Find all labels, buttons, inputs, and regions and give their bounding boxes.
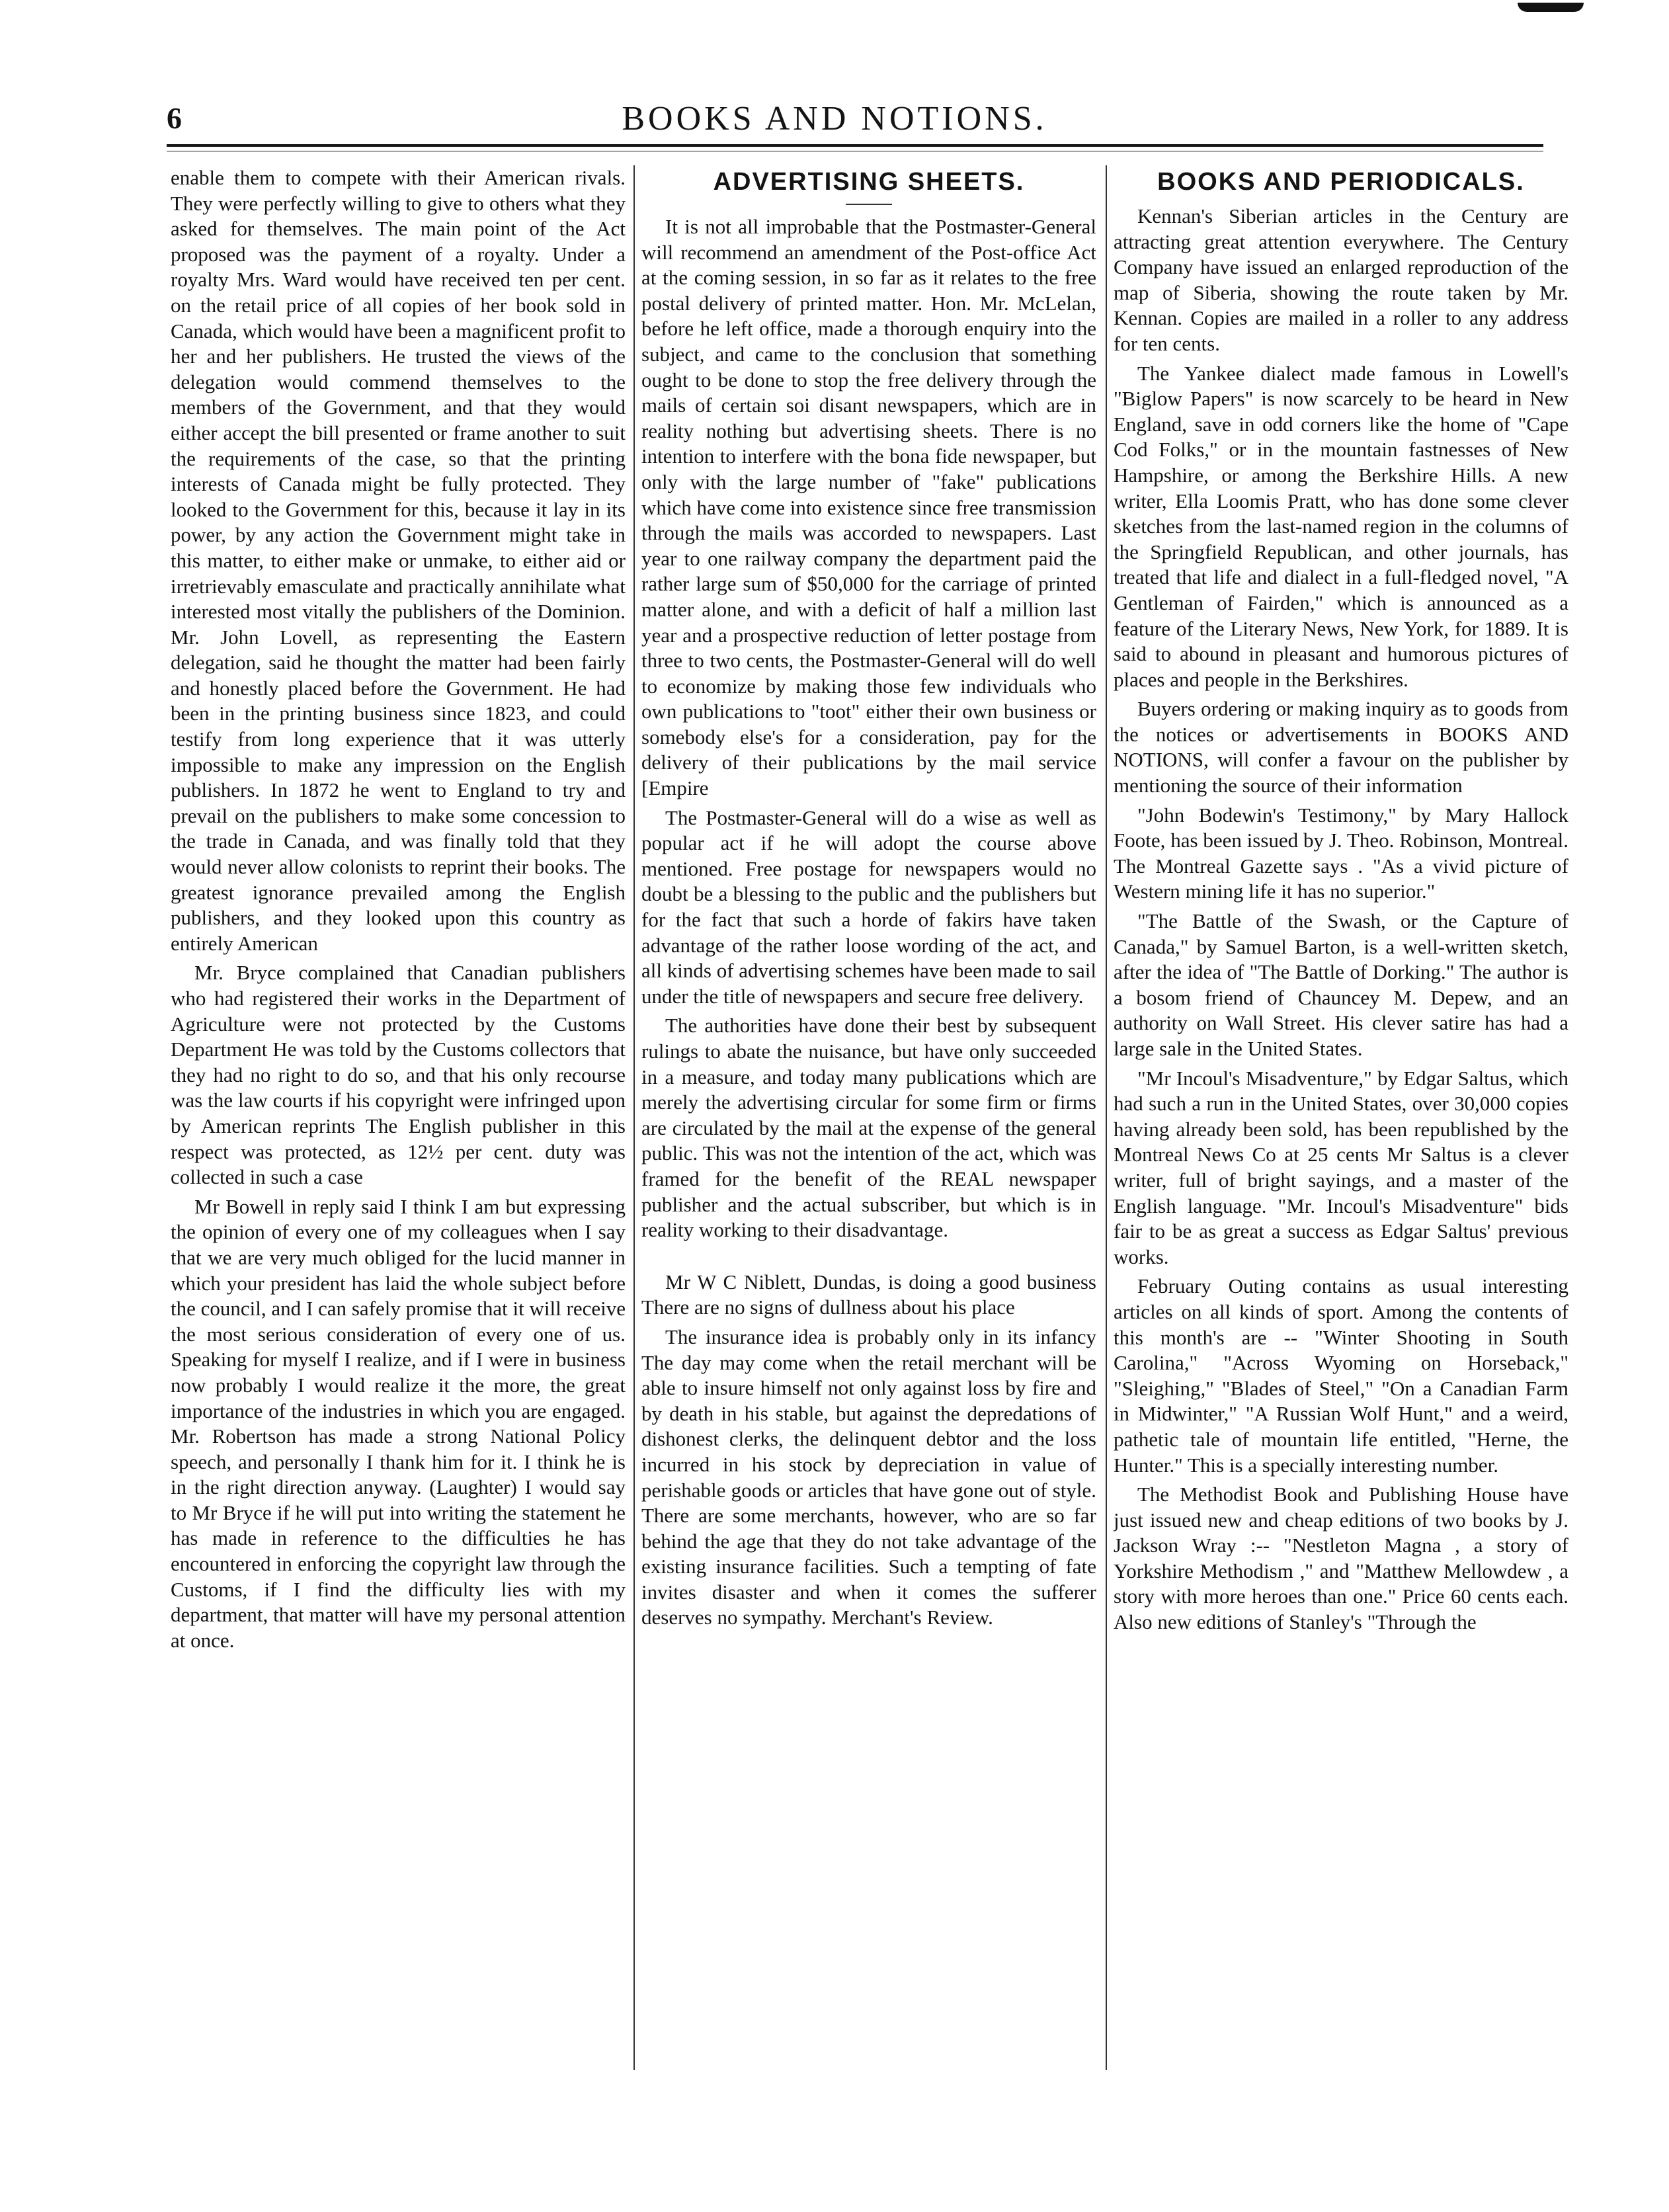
article-paragraph: The Postmaster-General will do a wise as well as popular act if he will adopt the course above mentioned. Free postage for newspapers would no doubt be a blessing to the public and the publishers but for the fact that such a horde of fakirs have taken advantage of the rather loose wording of the act, and all kinds of advertising schemes have been made to sail under the title of newspapers and secure free delivery. [641,805,1096,1008]
article-paragraph: Buyers ordering or making inquiry as to goods from the notices or advertisements in BOOKS AND NOTIONS, will confer a favour on the publisher by mentioning the source of their information [1114,697,1568,798]
article-paragraph: "John Bodewin's Testimony," by Mary Hallock Foote, has been issued by J. Theo. Robinson, Montreal. The Montreal Gazette says . "As a vivid picture of Western mining life it has no superior." [1114,803,1568,903]
heading-rule [846,204,892,205]
column-divider-left [633,165,635,2070]
article-paragraph: The insurance idea is probably only in its infancy The day may come when the retail merchant will be able to insure himself not only against loss by fire and by death in his stable, but against the depredations of dishonest clerks, the delinquent debtor and the loss incurred in his stock by depreciation in value of perishable goods or articles that have gone out of style. There are some merchants, however, who are so far behind the age that they do not take advantage of the existing insurance facilities. Such a tempting of fate invites disaster and when it comes the sufferer deserves no sympathy. Merchant's Review. [641,1325,1096,1629]
scan-corner-mark [1518,3,1584,12]
section-heading-advertising-sheets: ADVERTISING SHEETS. [713,168,1025,196]
article-paragraph: February Outing contains as usual interesting articles on all kinds of sport. Among the contents of this month's are -- "Winter Shooting in South Carolina," "Across Wyoming on Horseback," "Sleighing," "Blades of Steel," "On a Canadian Farm in Midwinter," "A Russian Wolf Hunt," and a weird, pathetic tale of mountain life entitled, "Herne, the Hunter." This is a specially interesting number. [1114,1274,1568,1477]
article-paragraph: enable them to compete with their American rivals. They were perfectly willing to give to others what they asked for themselves. The main point of the Act proposed was the payment of a royalty. Under a royalty Mrs. Ward would have received ten per cent. on the retail price of all copies of her book sold in Canada, which would have been a magnificent profit to her and her publishers. He trusted the views of the delegation would commend themselves to the members of the Government, and that they would either accept the bill presented or frame another to suit the requirements of the case, so that the printing interests of Canada might be fully protected. They looked to the Government for this, because it lay in its power, by any action the Government might take in this matter, to either make or unmake, to either aid or irretrievably emasculate and practically annihilate what interested most vitally the publishers of the Dominion. Mr. John Lovell, as representing the Eastern delegation, said he thought the matter had been fairly and honestly placed before the Government. He had been in the printing business since 1823, and could testify from long experience that it was utterly impossible to make any impression on the English publishers. In 1872 he went to England to try and prevail on the publishers to make some concession to the trade in Canada, and was finally told that they would never allow colonists to reprint their books. The greatest ignorance prevailed among the English publishers, and they looked upon this country as entirely American [171,166,626,955]
article-paragraph: Mr Bowell in reply said I think I am but expressing the opinion of every one of my colleagues when I say that we are very much obliged for the lucid manner in which your president has laid the whole subject before the council, and I can safely promise that it will receive the most serious consideration of every one of us. Speaking for myself I realize, and if I were in business now probably I would realize it the more, the great importance of the industries in which you are engaged. Mr. Robertson has made a strong National Policy speech, and personally I thank him for it. I think he is in the right direction anyway. (Laughter) I would say to Mr Bryce if he will put into writing the statement he has made in reference to the difficulties he has encountered in enforcing the copyright law through the Customs, if I find the difficulty lies with my department, that matter will have my personal attention at once. [171,1194,626,1652]
page-number: 6 [167,101,182,135]
article-paragraph: It is not all improbable that the Postmaster-General will recommend an amendment of the Post-office Act at the coming session, in so far as it relates to the free postal delivery of printed matter. Hon. Mr. McLelan, before he left office, made a thorough enquiry into the subject, and came to the conclusion that something ought to be done to stop the free delivery through the mails of certain soi disant newspapers, which are in reality nothing but advertising sheets. There is no intention to interfere with the bona fide newspaper, but only with the large number of "fake" publications which have come into existence since free transmission through the mails was accorded to newspapers. Last year to one railway company the department paid the rather large sum of $50,000 for the carriage of printed matter alone, and with a deficit of half a million last year and a prospective reduction of letter postage from three to two cents, the Postmaster-General will do well to economize by making those few individuals who own publications to "toot" either their own business or somebody else's for a consideration, pay for the delivery of their publications by the mail service [Empire [641,215,1096,800]
article-paragraph: Mr. Bryce complained that Canadian publishers who had registered their works in the Department of Agriculture were not protected by the Customs Department He was told by the Customs collectors that they had no right to do so, and that his only recourse was the law courts if his copyright were infringed upon by American reprints The English publisher in this respect was protected, as 12½ per cent. duty was collected in such a case [171,961,626,1189]
article-paragraph: The Yankee dialect made famous in Lowell's "Biglow Papers" is now scarcely to be heard in New England, save in odd corners like the home of "Cape Cod Folks," or in the mountain fastnesses of New Hampshire, or among the Berkshire Hills. A new writer, Ella Loomis Pratt, who has done some clever sketches from the last-named region in the columns of the Springfield Republican, and other journals, has treated that life and dialect in a full-fledged novel, "A Gentleman of Fairden," which is announced as a feature of the Literary News, New York, for 1889. It is said to abound in pleasant and humorous pictures of places and people in the Berkshires. [1114,361,1568,691]
article-paragraph: "The Battle of the Swash, or the Capture of Canada," by Samuel Barton, is a well-written sketch, after the idea of "The Battle of Dorking." The author is a bosom friend of Chauncey M. Depew, and an authority on Wall Street. His clever satire has had a large sale in the United States. [1114,909,1568,1060]
column-left [171,165,626,2053]
article-paragraph: "Mr Incoul's Misadventure," by Edgar Saltus, which had such a run in the United States, over 30,000 copies having already been sold, has been republished by the Montreal News Co at 25 cents Mr Saltus is a clever writer, full of bright sayings, and a master of the English language. "Mr. Incoul's Misadventure" bids fair to be as great a success as Edgar Saltus' previous works. [1114,1066,1568,1268]
header-rule-thick [167,144,1543,147]
article-paragraph: Mr W C Niblett, Dundas, is doing a good business There are no signs of dullness about his place [641,1270,1096,1319]
column-divider-right [1106,165,1107,2070]
article-paragraph: The Methodist Book and Publishing House have just issued new and cheap editions of two books by J. Jackson Wray :-- "Nestleton Magna , a story of Yorkshire Methodism ," and "Matthew Mellowdew , a story with more heroes than one." Price 60 cents each. Also new editions of Stanley's "Through the [1114,1483,1568,1634]
column-middle [641,165,1096,2053]
section-heading-books-and-periodicals: BOOKS AND PERIODICALS. [1157,168,1525,196]
article-paragraph: Kennan's Siberian articles in the Century are attracting great attention everywhere. The Century Company have issued an enlarged reproduction of the map of Siberia, showing the route taken by Mr. Kennan. Copies are mailed in a roller to any address for ten cents. [1114,204,1568,355]
column-right [1114,165,1568,2053]
running-head-title: BOOKS AND NOTIONS. [622,100,1047,138]
section-gap [641,1247,1096,1270]
article-paragraph: The authorities have done their best by subsequent rulings to abate the nuisance, but have only succeeded in a measure, and today many publications which are merely the advertising circular for some firm or firms are circulated by the mail at the expense of the general public. This was not the intention of the act, which was framed for the benefit of the REAL newspaper publisher and the actual subscriber, but which is in reality working to their disadvantage. [641,1014,1096,1242]
